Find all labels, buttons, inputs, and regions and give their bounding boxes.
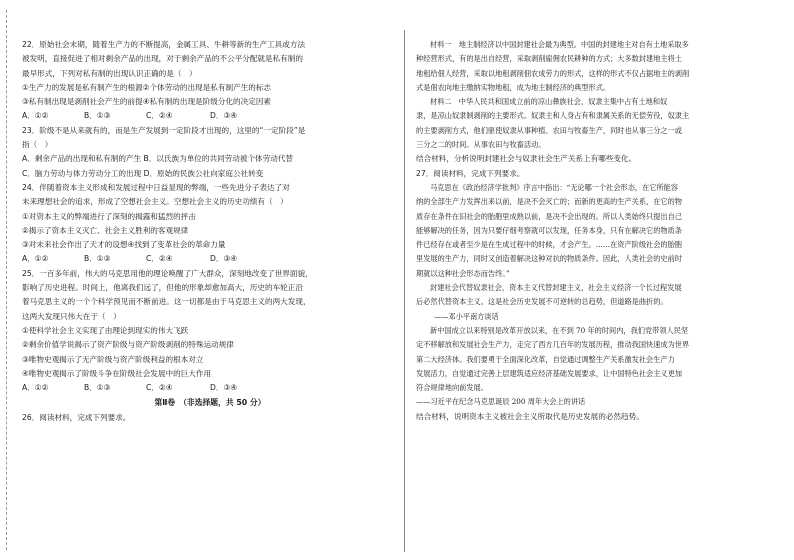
q25-line: ②剩余价值学说揭示了资产阶级与资产阶级剥削的特殊运动规律 — [22, 340, 234, 350]
q27-task: 结合材料，说明资本主义被社会主义所取代是历史发展的必然趋势。 — [416, 411, 644, 421]
q24-options — [22, 252, 398, 266]
option-d: D．③④ — [210, 383, 238, 393]
material-line: 马克思在《政治经济学批判》序言中指出：“无论哪一个社会形态，在它所能容 — [430, 182, 679, 192]
option-b: B．①③ — [84, 383, 111, 393]
material-line: 符合规律地向前发展。 — [416, 383, 488, 393]
q22-line: 被发明，直接促进了相对剩余产品的出现，对于剩余产品的不公平分配就是私有制的 — [22, 54, 303, 64]
material-1 — [416, 38, 784, 95]
option-c: C．②④ — [146, 254, 173, 264]
q25-line: ①使科学社会主义实现了由理论到现实的伟大飞跃 — [22, 325, 189, 335]
binding-margin — [0, 0, 14, 560]
question-23 — [22, 124, 398, 181]
material-line: 新中国成立以来特别是改革开放以来，在不到 70 年的时间内，我们党带领人民坚 — [430, 325, 689, 335]
material-line: 材料二 中华人民共和国成立前的凉山彝族社会，奴隶主集中占有土地和奴 — [430, 97, 668, 107]
option-d: D．③④ — [210, 254, 238, 264]
option-c: C．②④ — [146, 383, 173, 393]
q27-intro: 27．阅读材料，完成下列要求。 — [416, 168, 525, 178]
option-d: D．③④ — [210, 111, 238, 121]
right-column — [416, 38, 784, 424]
q24-line: ②揭示了资本主义灭亡、社会主义胜利的客观规律 — [22, 225, 189, 235]
material-line: 里发展的生产力，同时又创造着解决这种对抗的物质条件。因此，人类社会的史前时 — [416, 254, 682, 264]
q23-line: 23．阶级不是从来就有的，而是生产发展到一定阶段才出现的，这里的“一定阶段”是 — [22, 125, 306, 135]
q26-task: 结合材料，分析说明封建社会与奴隶社会生产关系上有哪些变化。 — [416, 154, 637, 164]
q23-line: A．剩余产品的出现和私有制的产生 B．以氏族为单位的共同劳动被个体劳动代替 — [22, 154, 294, 164]
q24-line: ③对未来社会作出了天才的设想④找到了变革社会的革命力量 — [22, 240, 226, 250]
material-line: 三分之二的时间。从事农田与牧畜活动。 — [416, 140, 546, 150]
question-22 — [22, 38, 398, 124]
q26-intro: 26．阅读材料，完成下列要求。 — [22, 412, 131, 422]
material-line: 封建社会代替奴隶社会，资本主义代替封建主义，社会主义经济一个长过程发展 — [430, 283, 682, 293]
q25-line: 着马克思主义的一个个科学预见而不断前进。这一切都是由于马克思主义的两大发现， — [22, 297, 311, 307]
column-divider — [404, 30, 405, 552]
material-line: 的主要剥削方式，他们驱使奴隶从事种植、农田与牧畜生产，同时也从事三分之一或 — [416, 125, 682, 135]
option-a: A．①② — [22, 383, 49, 393]
material-line: 隶，是凉山奴隶制剥削的主要形式。奴隶主和人身占有和隶属关系的无偿劳役，奴隶主 — [416, 111, 690, 121]
binding-dashed-line — [6, 10, 7, 550]
q24-line: 24．伴随着资本主义形成和发展过程中日益显现的弊端，一些先进分子表达了对 — [22, 182, 290, 192]
source-deng: ——邓小平南方谈话 — [434, 311, 499, 321]
q24-line: ①对资本主义的弊端进行了深刻的揭露和猛烈的抨击 — [22, 211, 196, 221]
material-line: 后必然代替资本主义。这是社会历史发展不可逆转的总趋势，但道路是曲折的。 — [416, 297, 668, 307]
option-a: A．①② — [22, 111, 49, 121]
q22-options — [22, 109, 398, 123]
source-xi: ——习近平在纪念马克思诞辰 200 周年大会上的讲话 — [416, 397, 586, 407]
material-line: 期就以这种社会形态而告终。” — [416, 268, 510, 278]
q25-options — [22, 381, 398, 395]
q25-line: ④唯物史观揭示了阶级斗争在阶级社会发展中的巨大作用 — [22, 368, 212, 378]
material-line: 质存在条件在旧社会的胎胞里成熟以前，是决不会出现的。所以人类始终只提出自己 — [416, 211, 682, 221]
option-b: B．①③ — [84, 111, 111, 121]
option-b: B．①③ — [84, 254, 111, 264]
material-2 — [416, 95, 784, 152]
material-line: 种经营形式，有的是出自经营，采取剥削雇佣农民耕种的方式；大多数封建地主将土 — [416, 54, 682, 64]
q22-line: ①生产力的发展是私有制产生的根源②个体劳动的出现是私有制产生的标志 — [22, 82, 272, 92]
left-column — [22, 38, 398, 425]
material-line: 地租给佃人经营，采取以地租剥削佃农成劳力的形式，这样的形式不仅占据地主的剥削 — [416, 68, 690, 78]
part2-title: 第Ⅱ卷 （非选择题，共 50 分） — [154, 398, 266, 408]
question-25 — [22, 267, 398, 396]
q23-line: 指（ ） — [22, 140, 53, 150]
q25-line: 这两大发现只伟大在于（ ） — [22, 311, 121, 321]
q22-line: 22．原始社会末期，随着生产力的不断提高，金属工具、牛耕等新的生产工具或方法 — [22, 40, 306, 49]
q22-line: 最早形式，下列对私有制的出现认识正确的是（ ） — [22, 68, 197, 78]
material-line: 能够解决的任务，因为只要仔细考察就可以发现，任务本身，只有在解决它的物质条 — [416, 225, 682, 235]
material-line: 材料一 地主制经济以中国封建社会最为典型。中国的封建地主对自有土地采取多 — [430, 40, 689, 49]
q25-line: 25．一百多年前，伟大的马克思用他的理论唤醒了广大群众，深刻地改变了世界面貌， — [22, 268, 313, 278]
material-line: 件已经存在或者至少是在生成过程中的时候，才会产生。……在资产阶级社会的胎胞 — [416, 240, 682, 250]
material-line: 定不移解放和发展社会生产力，走完了西方几百年的发展历程，推动我国快速成为世界 — [416, 340, 690, 350]
q24-line: 未来理想社会的追求，形成了空想社会主义。空想社会主义的历史功绩有（ ） — [22, 197, 288, 207]
material-4 — [416, 281, 784, 310]
q22-line: ③私有制出现是剥削社会产生的前提④私有制的出现是阶级分化的决定因素 — [22, 97, 272, 107]
material-line: 发展活力，自觉通过完善上层建筑适应经济基础发展要求，让中国特色社会主义更加 — [416, 368, 682, 378]
q23-line: C．脑力劳动与体力劳动分工的出现 D．原始的民族公社向家庭公社转变 — [22, 168, 264, 178]
option-a: A．①② — [22, 254, 49, 264]
material-5 — [416, 324, 784, 395]
material-line: 纳的全部生产力发挥出来以前，是决不会灭亡的；而新的更高的生产关系，在它的物 — [416, 197, 682, 207]
material-line: 第二大经济体。我们要勇于全面深化改革，自觉通过调整生产关系激发社会生产力 — [416, 354, 675, 364]
material-3 — [416, 181, 784, 281]
option-c: C．②④ — [146, 111, 173, 121]
q25-line: 影响了历史进程。时间上，他离我们远了，但他的形象却愈加高大，历史的车轮正沿 — [22, 283, 303, 293]
material-line: 式是佃农向地主缴纳实物地租，成为地主制经济的典型形式。 — [416, 82, 611, 92]
question-24 — [22, 181, 398, 267]
q25-line: ③唯物史观揭示了无产阶级与资产阶级利益的根本对立 — [22, 354, 204, 364]
